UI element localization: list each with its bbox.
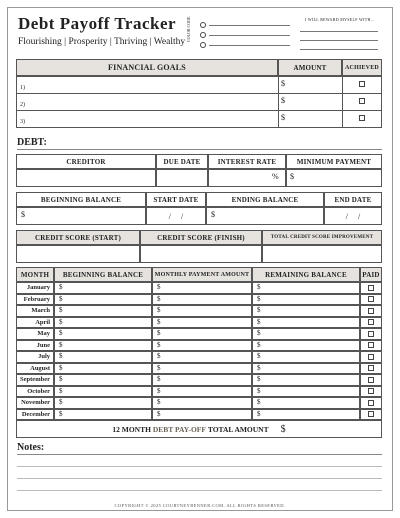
remaining-balance-cell[interactable]: $ (252, 294, 360, 306)
score-finish-field[interactable] (140, 245, 262, 263)
paid-cell (360, 340, 382, 352)
beginning-balance-cell[interactable]: $ (54, 386, 152, 398)
end-date-field[interactable]: / / (324, 207, 382, 225)
beginning-balance-cell[interactable]: $ (54, 363, 152, 375)
page-title: Debt Payoff Tracker (18, 14, 177, 33)
goal-amount-field[interactable]: $ (281, 113, 285, 122)
beginning-balance-cell[interactable]: $ (54, 294, 152, 306)
color-code-label: COLOR CODE (186, 16, 191, 42)
beginning-balance-cell[interactable]: $ (54, 328, 152, 340)
paid-cell (360, 363, 382, 375)
beginning-balance-cell[interactable]: $ (54, 374, 152, 386)
reward-line[interactable] (300, 49, 378, 50)
notes-line[interactable] (17, 490, 382, 491)
debt-label: DEBT: (17, 137, 47, 148)
due-date-header: DUE DATE (156, 154, 208, 169)
monthly-payment-cell[interactable]: $ (152, 282, 252, 294)
monthly-payment-cell[interactable]: $ (152, 328, 252, 340)
footer-copyright: COPYRIGHT © 2025 COURTNEYBENNER.COM. ALL RIGHTS RESERVED. (114, 503, 286, 508)
notes-line[interactable] (17, 478, 382, 479)
achieved-checkbox[interactable] (359, 98, 365, 104)
notes-line[interactable] (17, 466, 382, 467)
monthly-payment-cell[interactable]: $ (152, 340, 252, 352)
page-subtitle: Flourishing | Prosperity | Thriving | Wealthy (18, 37, 186, 47)
paid-cell (360, 386, 382, 398)
goal-amount-field[interactable]: $ (281, 96, 285, 105)
goals-header: FINANCIAL GOALS (16, 59, 278, 76)
color-circle[interactable] (200, 32, 206, 38)
paid-cell (360, 294, 382, 306)
goals-body (16, 76, 382, 128)
total-row (16, 420, 382, 438)
remaining-balance-cell[interactable]: $ (252, 282, 360, 294)
monthly-payment-cell[interactable]: $ (152, 386, 252, 398)
currency-sign: $ (21, 210, 25, 219)
goal-row-number: 1) (20, 85, 25, 91)
beginning-balance-cell[interactable]: $ (54, 317, 152, 329)
end-date-header: END DATE (324, 192, 382, 207)
currency-sign: $ (290, 172, 294, 181)
notes-label: Notes: (17, 442, 45, 453)
beginning-balance-cell[interactable]: $ (54, 282, 152, 294)
goal-amount-field[interactable]: $ (281, 79, 285, 88)
beginning-balance-header: BEGINNING BALANCE (16, 192, 146, 207)
due-date-field[interactable] (156, 169, 208, 187)
reward-line[interactable] (300, 40, 378, 41)
paid-cell (360, 397, 382, 409)
score-start-field[interactable] (16, 245, 140, 263)
ending-balance-field[interactable] (206, 207, 324, 225)
score-improvement-field[interactable] (262, 245, 382, 263)
start-date-field[interactable]: / / (146, 207, 206, 225)
month-label: February (16, 294, 54, 306)
month-header: MONTH (16, 267, 54, 282)
paid-checkbox[interactable] (368, 411, 374, 417)
monthly-payment-cell[interactable]: $ (152, 305, 252, 317)
color-circle[interactable] (200, 42, 206, 48)
score-finish-header: CREDIT SCORE (FINISH) (140, 230, 262, 245)
total-label-b: DEBT PAY-OFF (152, 424, 206, 434)
month-label: May (16, 328, 54, 340)
total-amount-field[interactable]: $ (280, 423, 286, 435)
remaining-balance-cell[interactable]: $ (252, 409, 360, 421)
paid-checkbox[interactable] (368, 365, 374, 371)
paid-cell (360, 328, 382, 340)
month-label: November (16, 397, 54, 409)
score-start-header: CREDIT SCORE (START) (16, 230, 140, 245)
remaining-balance-cell[interactable]: $ (252, 374, 360, 386)
currency-sign: $ (211, 210, 215, 219)
reward-label: I WILL REWARD MYSELF WITH... (305, 17, 375, 22)
creditor-field[interactable] (16, 169, 156, 187)
remaining-balance-cell[interactable]: $ (252, 386, 360, 398)
monthly-payment-cell[interactable]: $ (152, 374, 252, 386)
remaining-balance-cell[interactable]: $ (252, 317, 360, 329)
beginning-header: BEGINNING BALANCE (54, 267, 152, 282)
amount-header: AMOUNT (278, 59, 342, 76)
beginning-balance-cell[interactable]: $ (54, 305, 152, 317)
paid-checkbox[interactable] (368, 285, 374, 291)
remaining-balance-cell[interactable]: $ (252, 328, 360, 340)
goal-row-number: 2) (20, 102, 25, 108)
month-label: September (16, 374, 54, 386)
beginning-balance-cell[interactable]: $ (54, 340, 152, 352)
beginning-balance-cell[interactable]: $ (54, 351, 152, 363)
paid-checkbox[interactable] (368, 319, 374, 325)
month-label: June (16, 340, 54, 352)
remaining-header: REMAINING BALANCE (252, 267, 360, 282)
remaining-balance-cell[interactable]: $ (252, 351, 360, 363)
monthly-payment-cell[interactable]: $ (152, 363, 252, 375)
monthly-payment-cell[interactable]: $ (152, 317, 252, 329)
reward-line[interactable] (300, 31, 378, 32)
paid-checkbox[interactable] (368, 331, 374, 337)
monthly-payment-cell[interactable]: $ (152, 351, 252, 363)
creditor-header: CREDITOR (16, 154, 156, 169)
remaining-balance-cell[interactable]: $ (252, 363, 360, 375)
score-improvement-header: TOTAL CREDIT SCORE IMPROVEMENT (262, 230, 382, 245)
color-code-options (200, 20, 290, 50)
month-label: January (16, 282, 54, 294)
achieved-header: ACHIEVED (342, 59, 382, 76)
interest-rate-header: INTEREST RATE (208, 154, 286, 169)
monthly-payment-header: MONTHLY PAYMENT AMOUNT (152, 267, 252, 282)
monthly-payment-cell[interactable]: $ (152, 294, 252, 306)
month-label: August (16, 363, 54, 375)
achieved-checkbox[interactable] (359, 81, 365, 87)
paid-checkbox[interactable] (368, 388, 374, 394)
paid-checkbox[interactable] (368, 354, 374, 360)
monthly-payment-cell[interactable]: $ (152, 409, 252, 421)
paid-cell (360, 282, 382, 294)
monthly-payment-cell[interactable]: $ (152, 397, 252, 409)
paid-cell (360, 305, 382, 317)
month-label: March (16, 305, 54, 317)
paid-header: PAID (360, 267, 382, 282)
percent-sign: % (272, 172, 279, 181)
min-payment-field[interactable] (286, 169, 382, 187)
min-payment-header: MINIMUM PAYMENT (286, 154, 382, 169)
month-label: April (16, 317, 54, 329)
total-label-a: 12 MONTH (112, 424, 151, 434)
remaining-balance-cell[interactable]: $ (252, 397, 360, 409)
paid-checkbox[interactable] (368, 400, 374, 406)
remaining-balance-cell[interactable]: $ (252, 340, 360, 352)
remaining-balance-cell[interactable]: $ (252, 305, 360, 317)
start-date-header: START DATE (146, 192, 206, 207)
beginning-balance-cell[interactable]: $ (54, 397, 152, 409)
beginning-balance-field[interactable] (16, 207, 146, 225)
month-label: October (16, 386, 54, 398)
paid-cell (360, 317, 382, 329)
paid-cell (360, 409, 382, 421)
total-label-c: TOTAL AMOUNT (207, 424, 269, 434)
ending-balance-header: ENDING BALANCE (206, 192, 324, 207)
paid-checkbox[interactable] (368, 296, 374, 302)
achieved-checkbox[interactable] (359, 115, 365, 121)
color-circle[interactable] (200, 22, 206, 28)
month-label: December (16, 409, 54, 421)
paid-checkbox[interactable] (368, 308, 374, 314)
month-label: July (16, 351, 54, 363)
paid-cell (360, 374, 382, 386)
paid-cell (360, 351, 382, 363)
paid-checkbox[interactable] (368, 342, 374, 348)
paid-checkbox[interactable] (368, 377, 374, 383)
beginning-balance-cell[interactable]: $ (54, 409, 152, 421)
goal-row-number: 3) (20, 119, 25, 125)
